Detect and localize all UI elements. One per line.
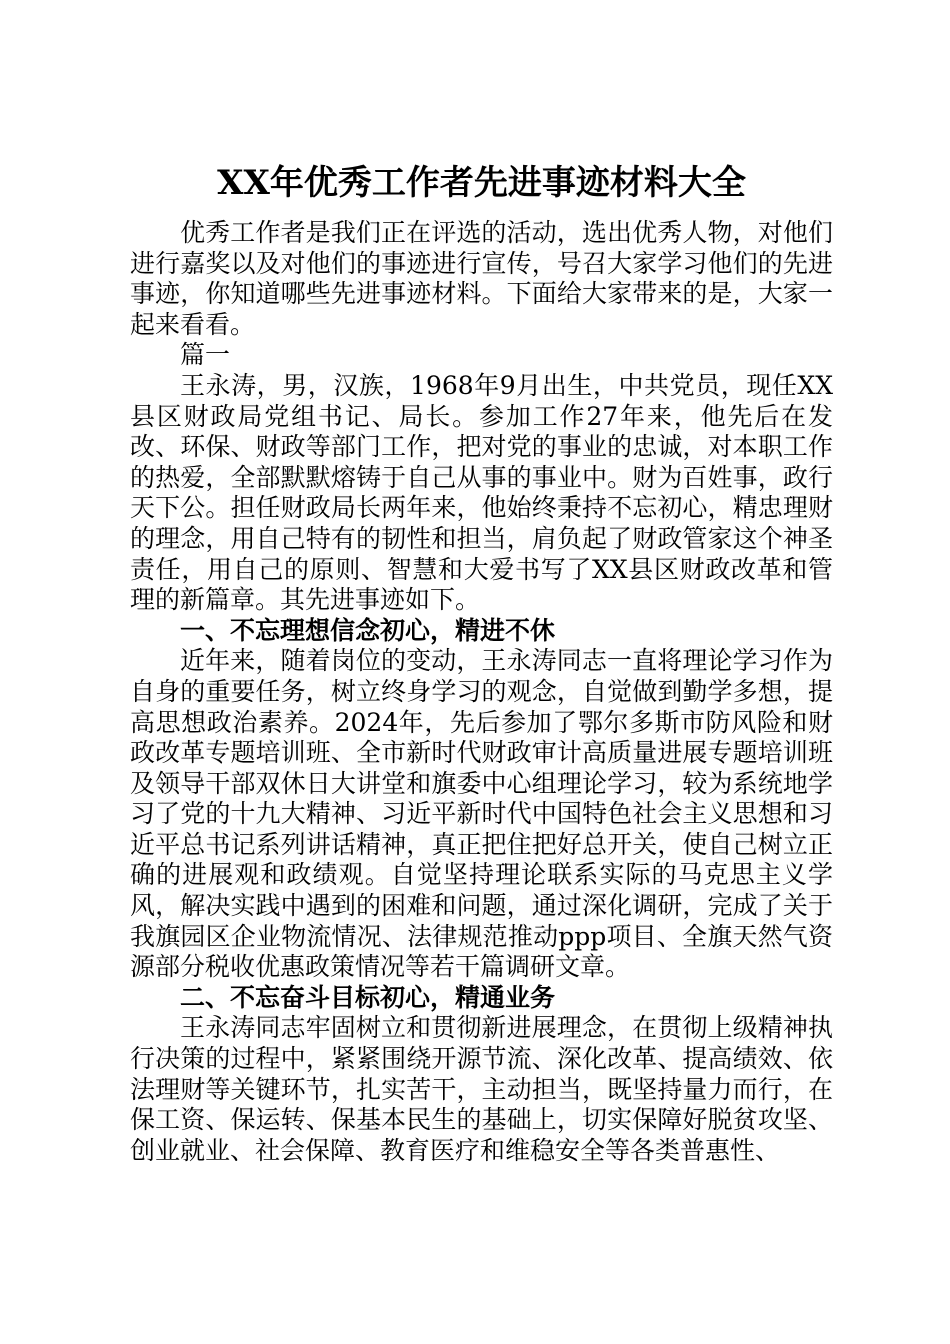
section-heading-1: 一、不忘理想信念初心，精进不休 <box>180 615 556 645</box>
body-paragraph-2: 近年来，随着岗位的变动，王永涛同志一直将理论学习作为自身的重要任务，树立终身学习的观念，自觉做到勤学多想，提高思想政治素养。2024年，先后参加了鄂尔多斯市防风险和财政改革专题培训班、全市新时代财政审计高质量进展专题培训班及领导干部双休日大讲堂和旗委中心组理论学习，较为系统地学习了党的十九大精神、习近平新时代中国特色社会主义思想和习近平总书记系列讲话精神，真正把住把好总开关，使自己树立正确的进展观和政绩观。自觉坚持理论联系实际的马克思主义学风，解决实践中遇到的困难和问题，通过深化调研，完成了关于我旗园区企业物流情况、法律规范推动ppp项目、全旗天然气资源部分税收优惠政策情况等若干篇调研文章。 <box>130 646 833 982</box>
document-page <box>130 158 833 1166</box>
body-paragraph-3: 王永涛同志牢固树立和贯彻新进展理念，在贯彻上级精神执行决策的过程中，紧紧围绕开源节流、深化改革、提高绩效、依法理财等关键环节，扎实苦干，主动担当，既坚持量力而行，在保工资、保运转、保基本民生的基础上，切实保障好脱贫攻坚、创业就业、社会保障、教育医疗和维稳安全等各类普惠性、 <box>130 1013 833 1165</box>
document-title: XX年优秀工作者先进事迹材料大全 <box>217 163 746 203</box>
body-paragraph-1: 王永涛，男，汉族，1968年9月出生，中共党员，现任XX县区财政局党组书记、局长。参加工作27年来，他先后在发改、环保、财政等部门工作，把对党的事业的忠诚，对本职工作的热爱，全部默默熔铸于自己从事的事业中。财为百姓事，政行天下公。担任财政局长两年来，他始终秉持不忘初心，精忠理财的理念，用自己特有的韧性和担当，肩负起了财政管家这个神圣责任，用自己的原则、智慧和大爱书写了XX县区财政改革和管理的新篇章。其先进事迹如下。 <box>130 370 833 615</box>
section-heading-2: 二、不忘奋斗目标初心，精通业务 <box>180 982 556 1012</box>
section-label: 篇一 <box>180 340 231 370</box>
intro-paragraph: 优秀工作者是我们正在评选的活动，选出优秀人物，对他们进行嘉奖以及对他们的事迹进行宣传，号召大家学习他们的先进事迹，你知道哪些先进事迹材料。下面给大家带来的是，大家一起来看看。 <box>130 218 833 339</box>
